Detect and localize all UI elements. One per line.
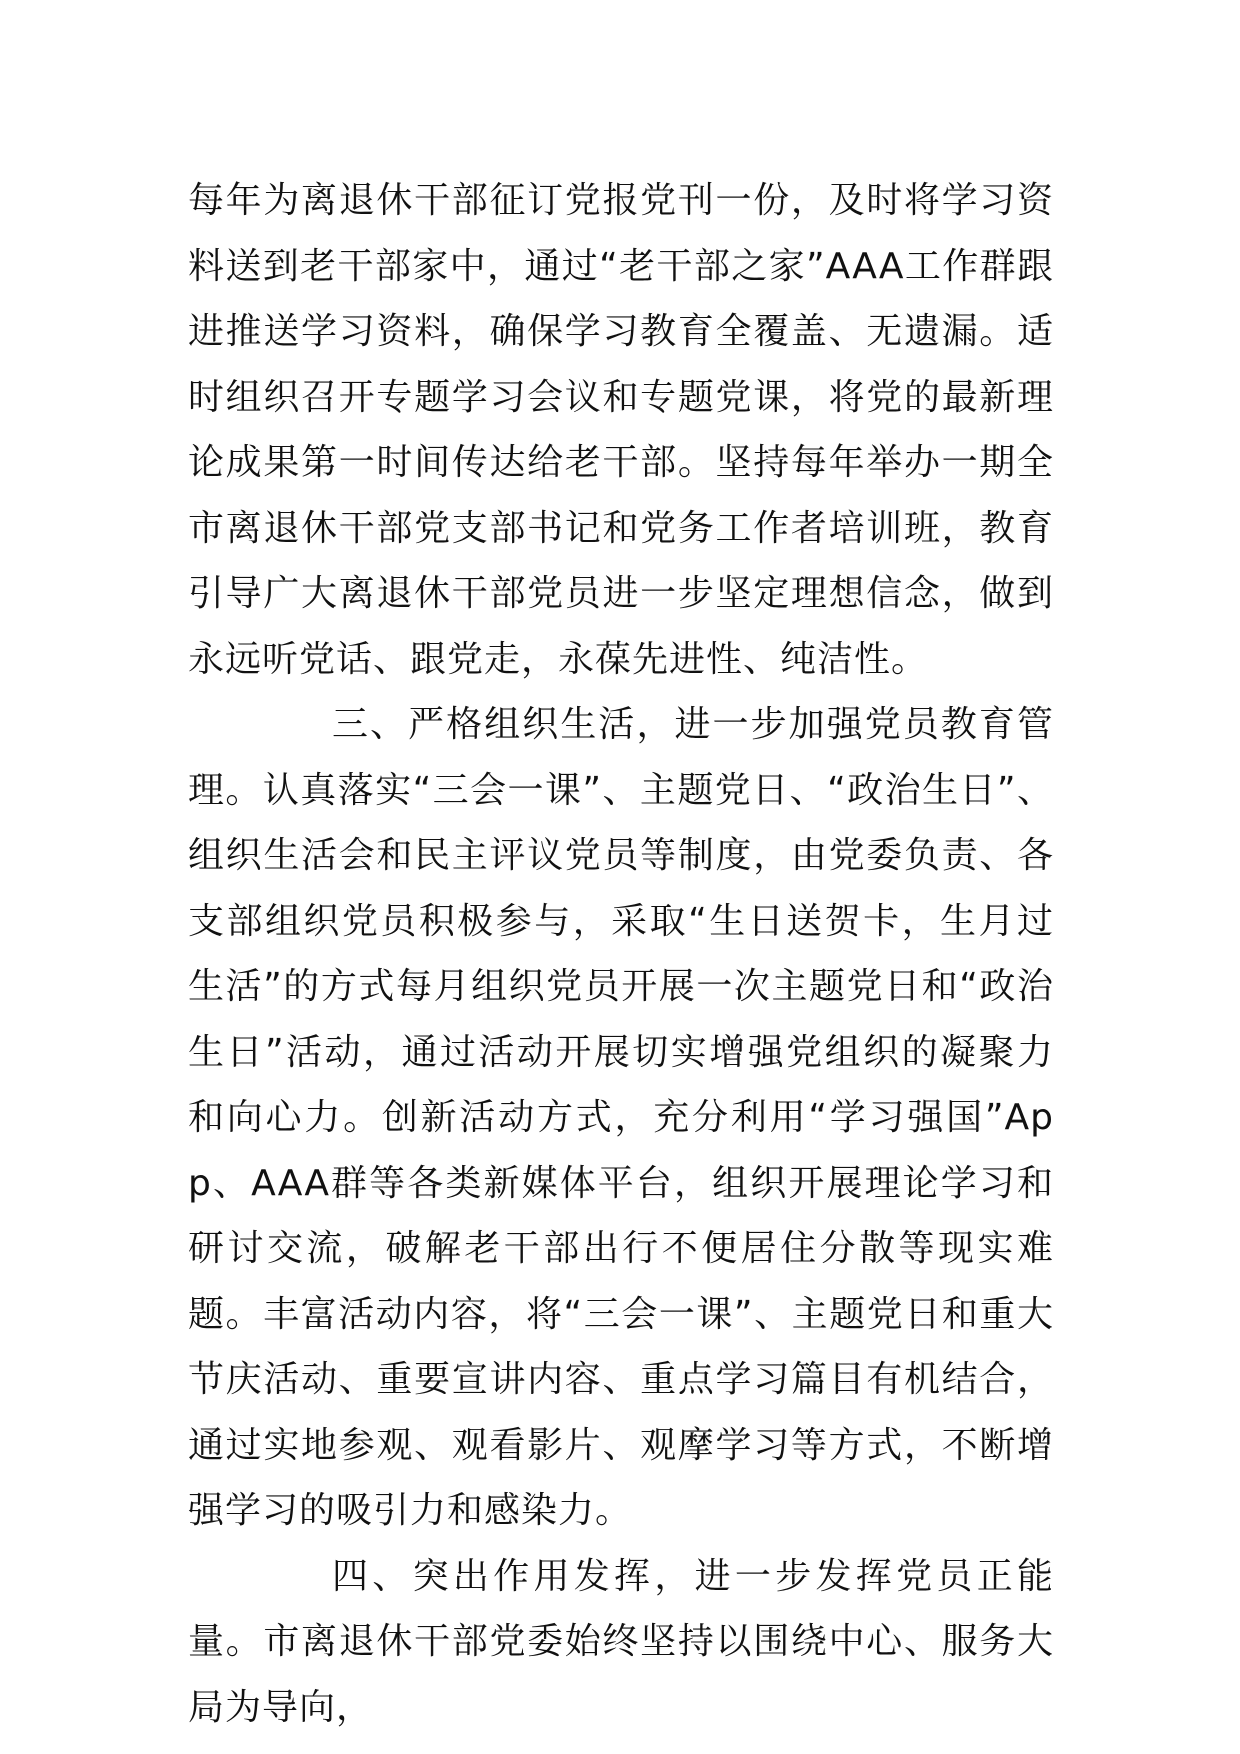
paragraph-section-three: 三、严格组织生活，进一步加强党员教育管理。认真落实“三会一课”、主题党日、“政治生日”、组织生活会和民主评议党员等制度，由党委负责、各支部组织党员积极参与，采取“生日送贺卡，生月过生活”的方式每月组织党员开展一次主题党日和“政治生日”活动，通过活动开展切实增强党组织的凝聚力和向心力。创新活动方式，充分利用“学习强国”App、AAA群等各类新媒体平台，组织开展理论学习和研讨交流，破解老干部出行不便居住分散等现实难题。丰富活动内容，将“三会一课”、主题党日和重大节庆活动、重要宣讲内容、重点学习篇目有机结合，通过实地参观、观看影片、观摩学习等方式，不断增强学习的吸引力和感染力。 [188,704,1054,1531]
paragraph-section-four: 四、突出作用发挥，进一步发挥党员正能量。市离退休干部党委始终坚持以围绕中心、服务大局为导向， [188,1555,1054,1728]
paragraph-study-materials: 每年为离退休干部征订党报党刊一份，及时将学习资料送到老干部家中，通过“老干部之家”AAA工作群跟进推送学习资料，确保学习教育全覆盖、无遗漏。适时组织召开专题学习会议和专题党课，将党的最新理论成果第一时间传达给老干部。坚持每年举办一期全市离退休干部党支部书记和党务工作者培训班，教育引导广大离退休干部党员进一步坚定理想信念，做到永远听党话、跟党走，永葆先进性、纯洁性。 [188,180,1054,680]
document-body [188,168,1054,1740]
